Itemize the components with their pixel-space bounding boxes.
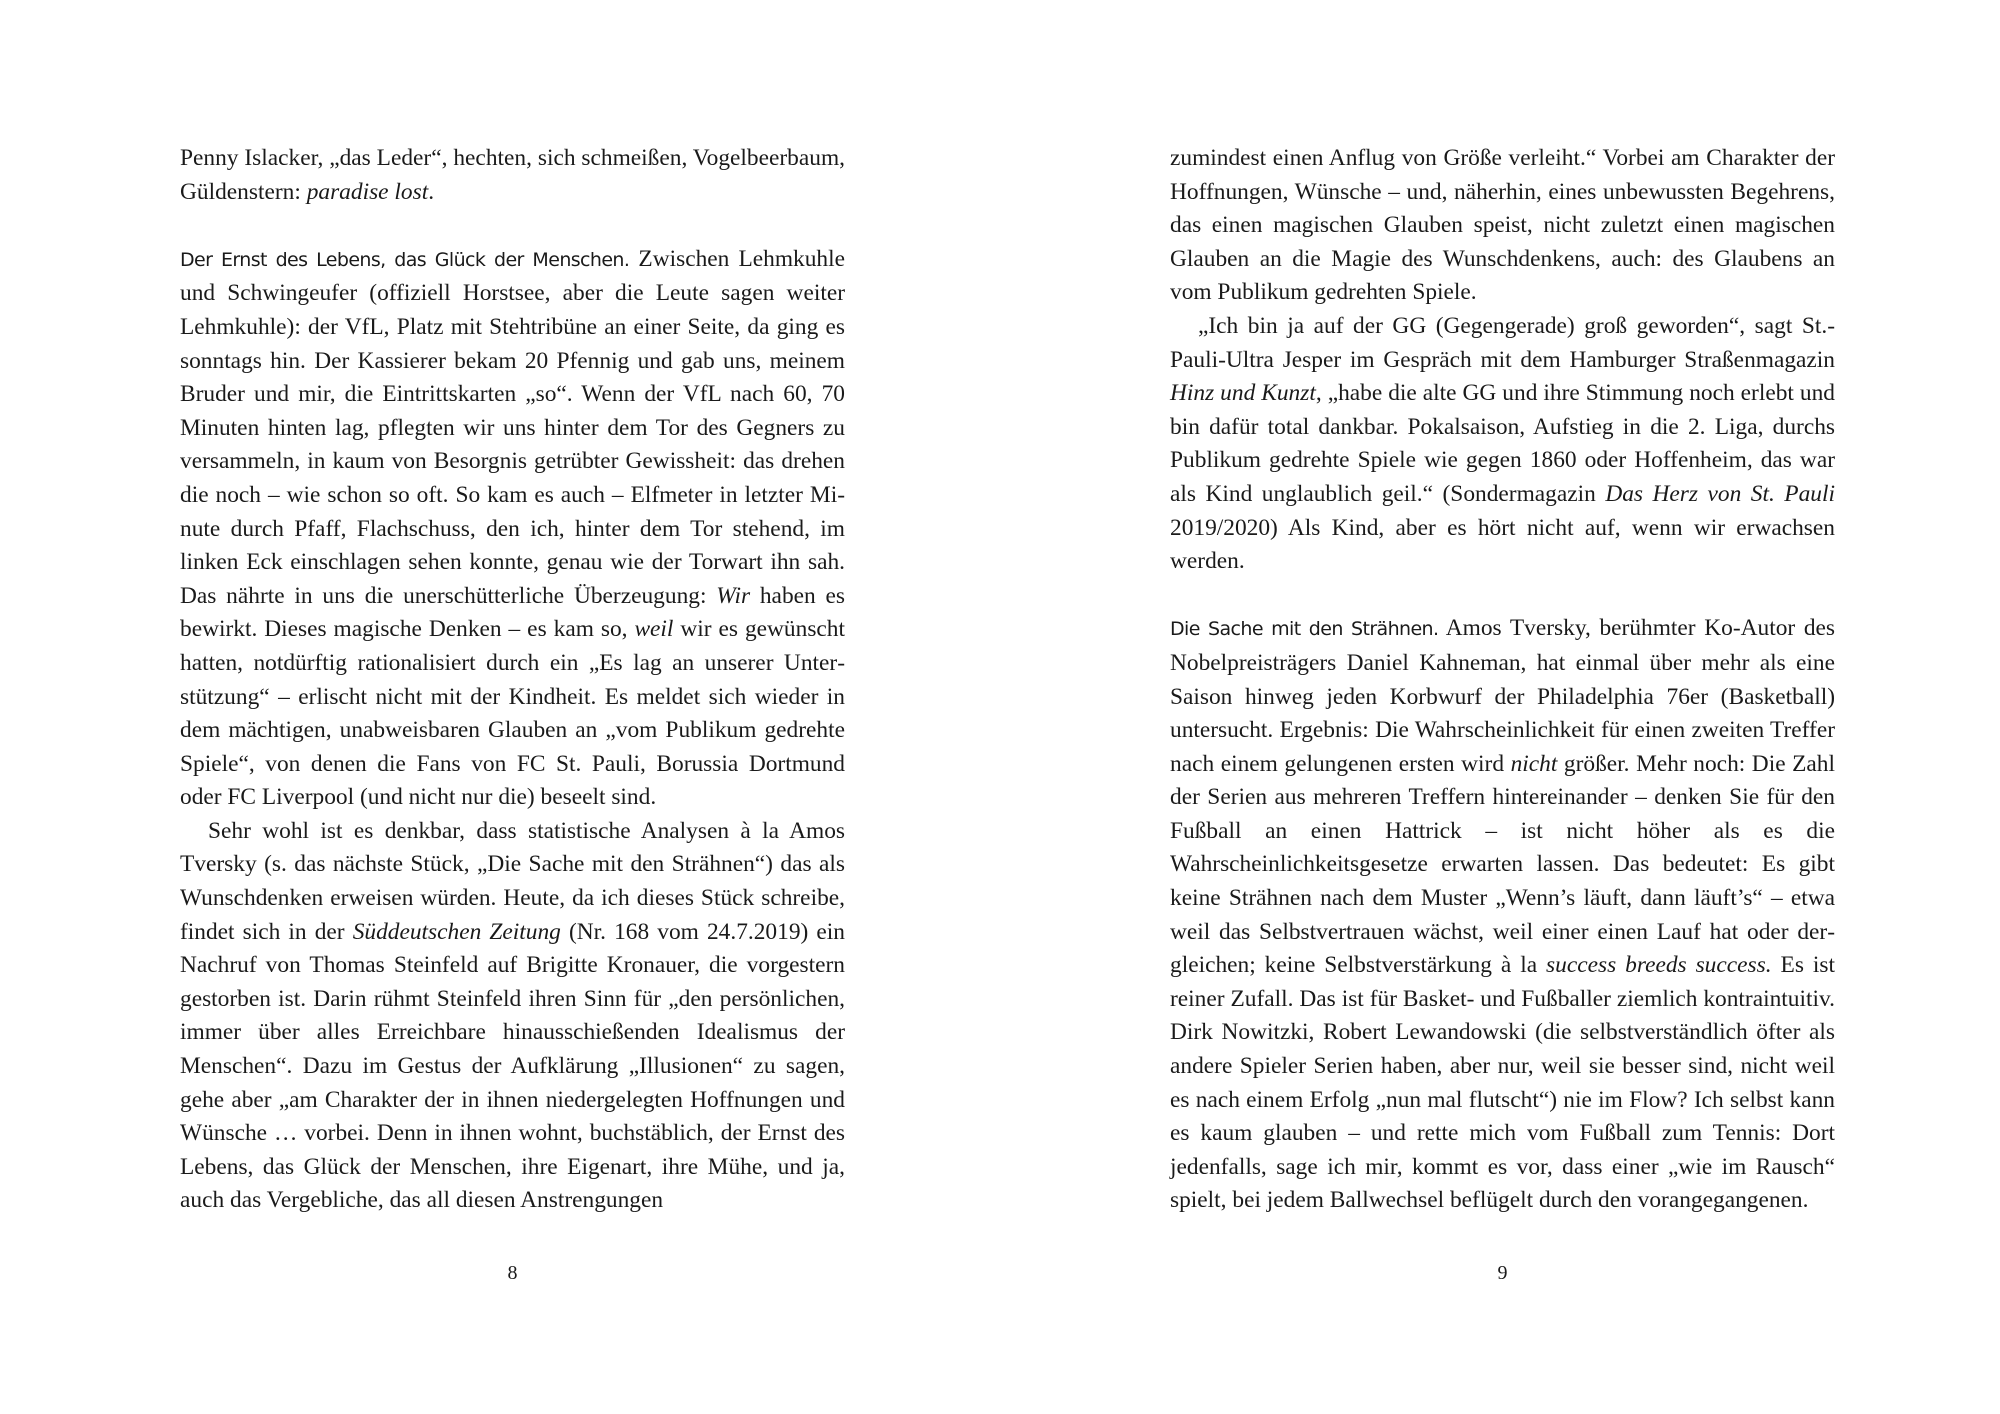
paragraph: [180, 142, 845, 209]
paragraph: [1170, 612, 1835, 1218]
text: „Ich bin ja auf der GG (Gegengerade) groß geworden“, sagt St.-Pauli-Ultra Jesper im Gespräch mit dem Hamburger Straßenmagazin: [1170, 312, 1835, 373]
text: zumindest einen Anflug von Größe verleiht.“ Vorbei am Charakter der Hoffnungen, Wünsche – und, näherhin, eines unbewussten Begehrens, das einen magischen Glauben speist, nicht zuletzt einen magischen Glauben an die Magie des Wunschdenkens, auch: des Glaubens an vom Publikum gedrehten Spiele.: [1170, 145, 1835, 306]
right-page: [1170, 142, 1835, 1218]
italic-text: Hinz und Kunzt: [1170, 380, 1316, 407]
text: größer. Mehr noch: Die Zahl der Serien aus mehreren Treffern hintereinander – denken Sie für den Fußball an einen Hattrick – ist nicht höher als es die Wahrscheinlichkeitsgesetze erwarten lassen. Das bedeutet: Es gibt keine Strähnen nach dem Muster „Wenn’s läuft, dann läuft’s“ – etwa weil das Selbstvertrauen wächst, weil einer einen Lauf hat oder dergleichen; keine Selbstverstärkung à la: [1170, 750, 1835, 979]
text: Sehr wohl ist es denkbar, dass statistische Analysen à la Amos Tversky (s. das nächste Stück, „Die Sache mit den Strähnen“) das als Wunschdenken erweisen würden. Heute, da ich dieses Stück schreibe, findet sich in der: [180, 817, 845, 945]
text: , „habe die alte GG und ihre Stimmung noch erlebt und bin dafür total dankbar. Pokalsaison, Aufstieg in die 2. Liga, durchs Publikum gedrehte Spiele wie gegen 1860 oder Hoffenheim, das war als Kind unglaublich geil.“ (Sondermagazin: [1170, 380, 1835, 507]
section-heading: Der Ernst des Lebens, das Glück der Menschen.: [180, 248, 630, 271]
paragraph: [1170, 310, 1835, 579]
paragraph: [180, 815, 845, 1218]
text: (Nr. 168 vom 24.7.2019) ein Nachruf von Thomas Steinfeld auf Brigitte Kronauer, die vorgestern gestorben ist. Darin rühmt Steinfeld ihren Sinn für „den persönlichen, immer über alles Erreichbare hinausschießenden Idealismus der Menschen“. Dazu im Gestus der Aufklärung „Illusionen“ zu sagen, gehe aber „am Charakter der in ihnen niedergelegten Hoffnungen und Wünsche … vorbei. Denn in ihnen wohnt, buchstäblich, der Ernst des Lebens, das Glück der Menschen, ihre Eigenart, ihre Mühe, und ja, auch das Vergebliche, das all diesen Anstrengungen: [180, 918, 845, 1214]
text: Penny Islacker, „das Leder“, hechten, sich schmeißen, Vogelbeerbaum, Güldenstern:: [180, 145, 845, 205]
italic-text: weil: [634, 616, 674, 643]
text: .: [428, 178, 435, 205]
page-number: 9: [1497, 1262, 1508, 1284]
italic-text: Wir: [716, 582, 751, 609]
italic-text: nicht: [1510, 750, 1558, 777]
left-page: [180, 142, 845, 1218]
paragraph: [1170, 142, 1835, 310]
italic-text: success breeds success.: [1546, 952, 1772, 979]
italic-text: paradise lost: [306, 178, 429, 205]
paragraph: [180, 243, 845, 815]
text: haben es bewirkt. Dieses magische Denken – es kam so,: [180, 582, 846, 643]
section-heading: Die Sache mit den Strähnen.: [1170, 618, 1439, 641]
text: wir es gewünscht hatten, notdürftig rationalisiert durch ein „Es lag an unserer Unterstützung“ – erlischt nicht mit der Kindheit. Es meldet sich wieder in dem mächtigen, unabweisbaren Glauben an „vom Publikum gedrehte Spiele“, von denen die Fans von FC St. Pauli, Borussia Dortmund oder FC Liverpool (und nicht nur die) beseelt sind.: [180, 616, 845, 811]
italic-text: Das Herz von St. Pauli: [1605, 480, 1835, 507]
page-number: 8: [507, 1262, 518, 1284]
text: 2019/2020) Als Kind, aber es hört nicht auf, wenn wir erwachsen werden.: [1170, 514, 1835, 575]
text: Amos Tversky, berühmter Ko-Autor des Nobelpreisträgers Daniel Kahneman, hat einmal über mehr als eine Saison hinweg jeden Korbwurf der Philadelphia 76er (Basketball) untersucht. Ergebnis: Die Wahrscheinlichkeit für einen zweiten Treffer nach einem gelungenen ersten wird: [1170, 615, 1835, 777]
text: Es ist reiner Zufall. Das ist für Basket- und Fußballer ziemlich kontraintuitiv. Dirk Nowitzki, Robert Lewandowski (die selbstverständlich öfter als andere Spieler Serien haben, aber nur, weil sie besser sind, nicht weil es nach einem Erfolg „nun mal flutscht“) nie im Flow? Ich selbst kann es kaum glauben – und rette mich vom Fußball zum Tennis: Dort jedenfalls, sage ich mir, kommt es vor, dass einer „wie im Rausch“ spielt, bei jedem Ballwechsel beflügelt durch den vorangegangenen.: [1170, 952, 1835, 1214]
text: Zwischen Lehmkuhle und Schwingeufer (offiziell Horstsee, aber die Leute sagen weiter Lehmkuhle): der VfL, Platz mit Stehtribüne an einer Seite, da ging es sonntags hin. Der Kassierer bekam 20 Pfennig und gab uns, meinem Bruder und mir, die Eintrittskarten „so“. Wenn der VfL nach 60, 70 Minuten hinten lag, pflegten wir uns hinter dem Tor des Gegners zu versammeln, in kaum von Besorgnis getrübter Gewissheit: das drehen die noch – wie schon so oft. So kam es auch – Elfmeter in letzter Minute durch Pfaff, Flachschuss, den ich, hinter dem Tor stehend, im linken Eck einschlagen sehen konnte, genau wie der Torwart ihn sah. Das nährte in uns die unerschütterliche Überzeugung:: [180, 245, 845, 609]
italic-text: Süddeutschen Zeitung: [352, 918, 561, 945]
